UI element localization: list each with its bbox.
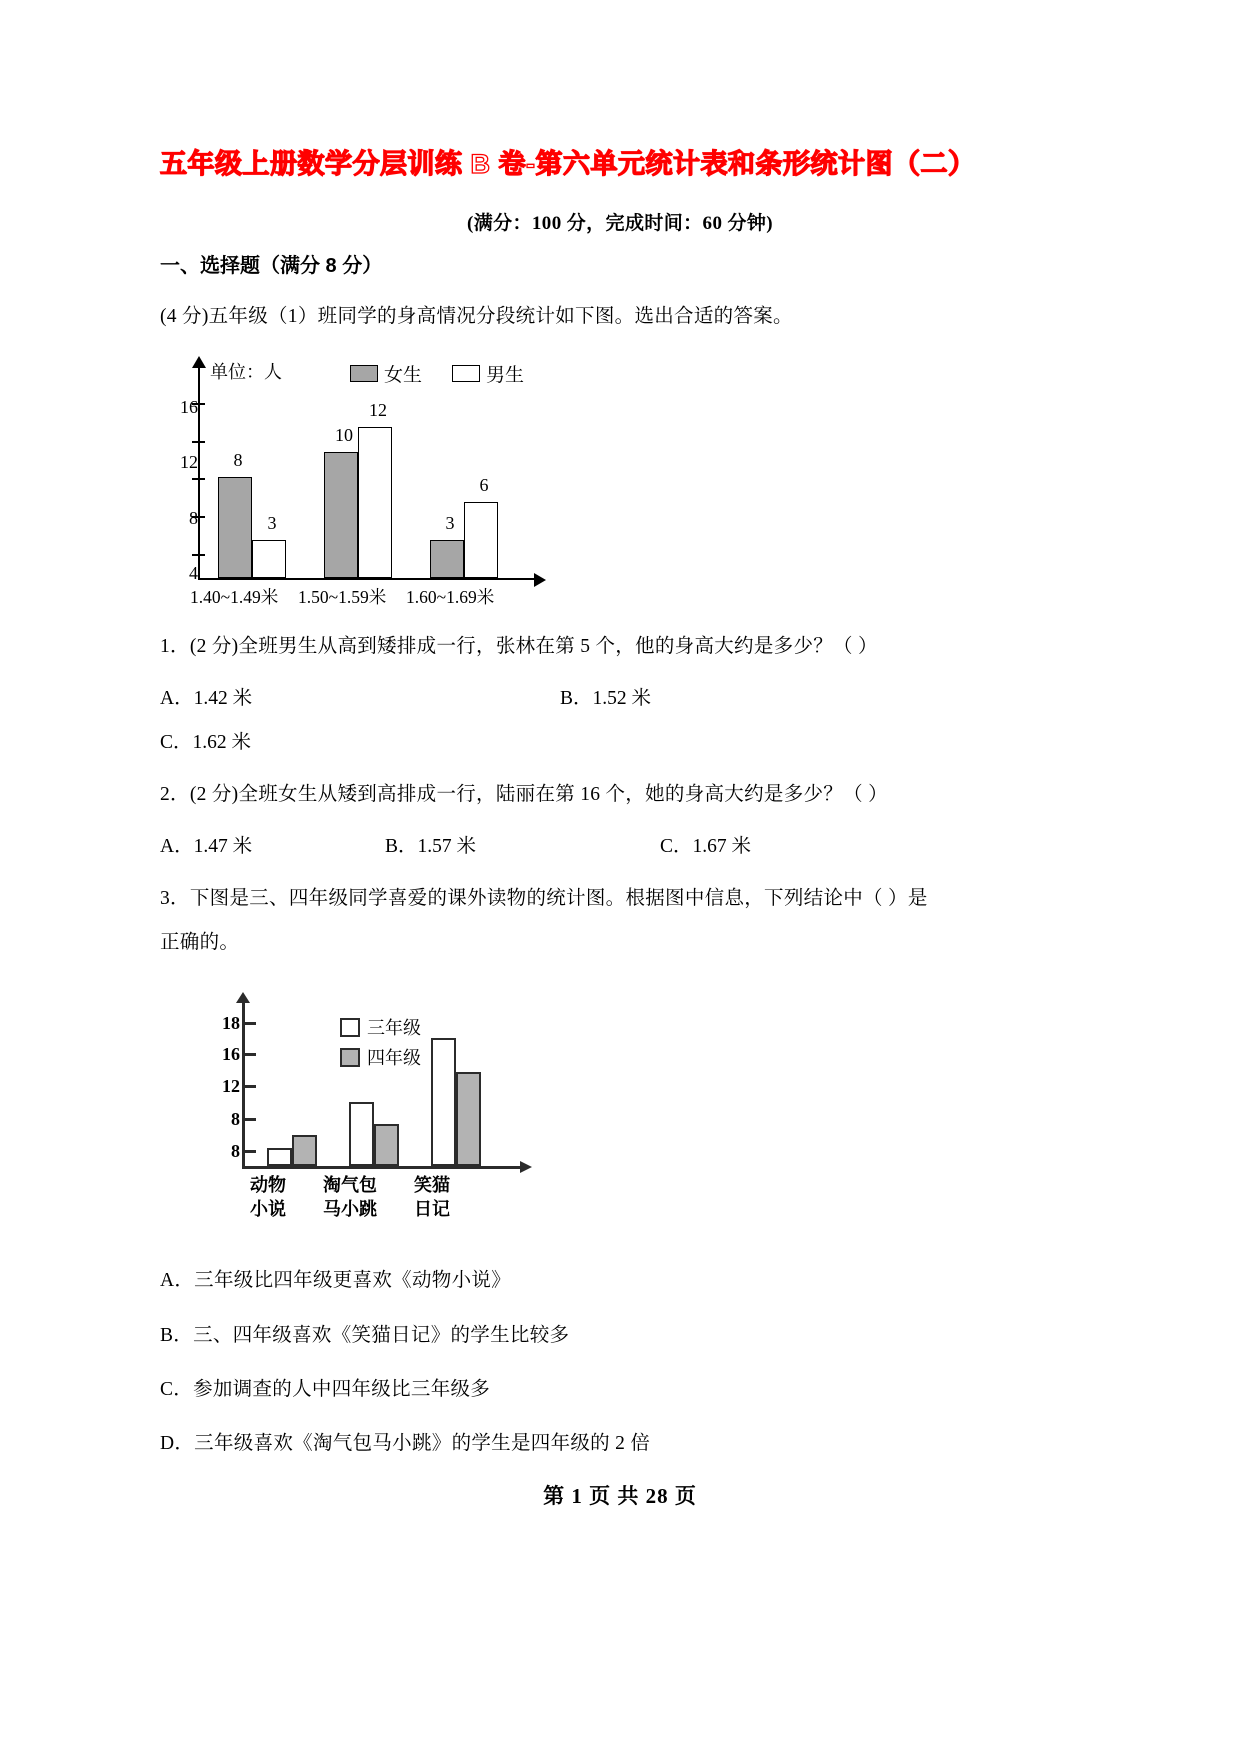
- bar-grade3-smiling-cat: [431, 1038, 456, 1166]
- question-3-text-line2: 正确的。: [160, 932, 240, 954]
- page-title: 五年级上册数学分层训练 B 卷-第六单元统计表和条形统计图（二）: [160, 149, 976, 179]
- chart2-x-axis-line: [242, 1166, 522, 1169]
- chart2-y-tick-label-18: 18: [222, 1013, 240, 1034]
- q1-option-a[interactable]: A．1.42 米: [160, 688, 253, 709]
- chart2-x-tick-label-1: [308, 1174, 392, 1221]
- q3-option-a[interactable]: A．三年级比四年级更喜欢《动物小说》: [160, 1270, 511, 1292]
- chart2-y-tick-label-8b: 8: [231, 1141, 240, 1162]
- y-tick-label-8: 8: [189, 507, 198, 528]
- x-tick-label-2: 1.60~1.69米: [406, 586, 495, 607]
- y-tick-label-12: 12: [180, 451, 198, 472]
- question-1-options-row-1: [160, 664, 1080, 708]
- legend-label-grade4: 四年级: [367, 1048, 421, 1069]
- question-2-text: 2．(2 分)全班女生从矮到高排成一行，陆丽在第 16 个，她的身高大约是多少？（ ）: [160, 784, 888, 805]
- q2-option-b[interactable]: B．1.57 米: [385, 836, 477, 858]
- q1-option-b[interactable]: B．1.52 米: [560, 688, 652, 709]
- chart2-x-tick-label-2-line1: 笑猫: [414, 1175, 450, 1196]
- chart2-x-tick-label-2: [390, 1174, 474, 1221]
- question-1-options-row-2: [160, 708, 1080, 752]
- bar-value-female-140-149: 8: [233, 449, 243, 470]
- intro-question-text: (4 分)五年级（1）班同学的身高情况分段统计如下图。选出合适的答案。: [160, 305, 793, 327]
- section-heading: 一、选择题（满分 8 分）: [160, 254, 383, 277]
- chart-unit-label: 单位：人: [210, 361, 282, 382]
- q3-option-d[interactable]: D．三年级喜欢《淘气包马小跳》的学生是四年级的 2 倍: [160, 1432, 651, 1454]
- question-3-text-line1: 3．下图是三、四年级同学喜爱的课外读物的统计图。根据图中信息，下列结论中（ ）是: [160, 888, 928, 910]
- exam-subtitle: (满分：100 分，完成时间：60 分钟): [466, 212, 774, 234]
- x-tick-label-1: 1.50~1.59米: [298, 586, 387, 607]
- q3-option-b[interactable]: B．三、四年级喜欢《笑猫日记》的学生比较多: [160, 1324, 570, 1346]
- chart2-y-tick-label-8a: 8: [231, 1109, 240, 1130]
- y-tick-label-16: 16: [180, 396, 198, 417]
- chart2-x-tick-label-0: [226, 1174, 310, 1221]
- q3-option-c[interactable]: C．参加调查的人中四年级比三年级多: [160, 1378, 491, 1400]
- reading-preference-bar-chart: [190, 990, 590, 1230]
- chart-bars-area: [200, 364, 536, 578]
- bar-grade3-animal-novel: [267, 1148, 292, 1166]
- bar-grade4-smiling-cat: [456, 1072, 481, 1166]
- bar-male-140-149: [252, 540, 286, 578]
- legend-label-female: 女生: [384, 364, 423, 386]
- chart2-x-tick-label-1-line1: 淘气包: [323, 1175, 377, 1196]
- bar-female-160-169: [430, 540, 464, 578]
- bar-female-150-159: [324, 452, 358, 578]
- chart2-x-tick-label-2-line2: 日记: [414, 1198, 450, 1219]
- chart2-x-tick-label-0-line1: 动物: [250, 1175, 286, 1196]
- bar-grade3-naughty-ma: [349, 1102, 374, 1166]
- q2-option-a[interactable]: A．1.47 米: [160, 836, 253, 858]
- legend-label-male: 男生: [486, 364, 525, 386]
- bar-value-male-140-149: 3: [267, 512, 277, 533]
- x-axis-line: [198, 578, 536, 580]
- page-footer: 第 1 页 共 28 页: [543, 1484, 697, 1508]
- bar-grade4-animal-novel: [292, 1135, 317, 1166]
- bar-value-female-150-159: 10: [335, 424, 353, 445]
- height-distribution-bar-chart: [170, 356, 590, 607]
- chart2-y-tick-label-16: 16: [222, 1044, 240, 1065]
- x-tick-label-0: 1.40~1.49米: [190, 586, 279, 607]
- bar-female-140-149: [218, 477, 252, 578]
- chart2-y-tick-label-12: 12: [222, 1076, 240, 1097]
- q1-option-c[interactable]: C．1.62 米: [160, 732, 252, 753]
- q2-option-c[interactable]: C．1.67 米: [660, 836, 752, 858]
- legend-label-grade3: 三年级: [367, 1018, 421, 1039]
- bar-value-male-150-159: 12: [369, 399, 387, 420]
- bar-value-female-160-169: 3: [445, 512, 455, 533]
- chart2-bars-area: [245, 1000, 522, 1166]
- y-tick-label-4: 4: [189, 562, 198, 583]
- bar-male-150-159: [358, 427, 392, 578]
- chart2-x-tick-label-0-line2: 小说: [250, 1198, 286, 1219]
- bar-grade4-naughty-ma: [374, 1124, 399, 1166]
- bar-value-male-160-169: 6: [479, 474, 489, 495]
- question-2-options-row: [160, 812, 1080, 856]
- question-1-text: 1．(2 分)全班男生从高到矮排成一行，张林在第 5 个，他的身高大约是多少？（ ）: [160, 635, 878, 657]
- chart2-x-tick-label-1-line2: 马小跳: [323, 1198, 377, 1219]
